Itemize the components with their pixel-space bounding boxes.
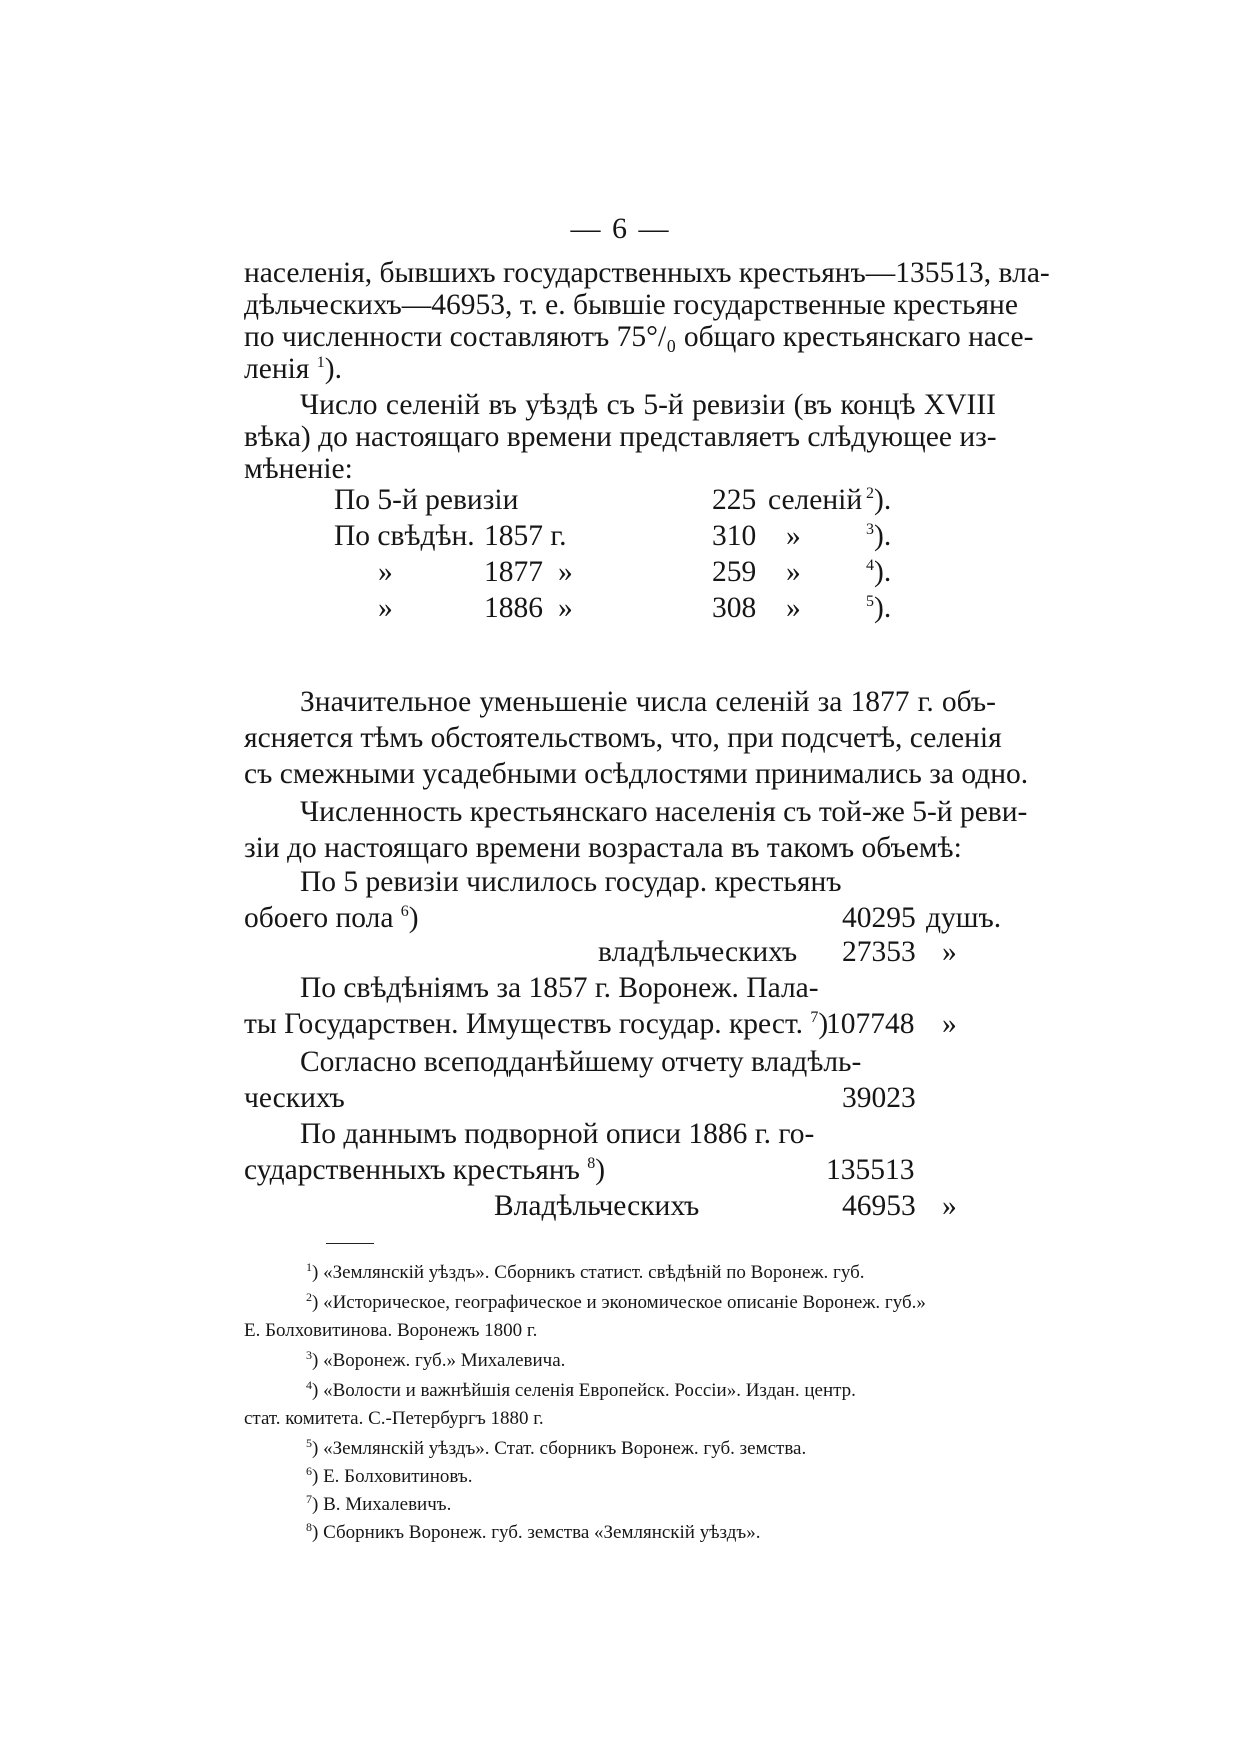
footnote-number: 6: [306, 1464, 312, 1478]
population-text-part: ты Государствен. Имуществъ государ. крест.: [244, 1008, 804, 1040]
row-year: 1886: [484, 592, 543, 624]
row-label: По свѣдѣн.: [334, 520, 475, 552]
population-unit: »: [942, 936, 957, 968]
row-label: По 5-й ревизіи: [334, 484, 519, 516]
footnote: [306, 1436, 806, 1462]
row-unit: селеній: [768, 484, 863, 516]
footnote-continuation: стат. комитета. С.-Петербургъ 1880 г.: [244, 1408, 544, 1429]
text-line: Значительное уменьшеніе числа селеній за 1877 г. объ-: [300, 686, 996, 718]
footnote: [306, 1260, 865, 1286]
footnote-number: 5: [306, 1436, 312, 1450]
row-footnote: [866, 592, 891, 625]
footnote-number: 8: [306, 1520, 312, 1534]
page-number: — 6 —: [570, 212, 671, 245]
population-text: Согласно всеподданѣйшему отчету владѣль-: [300, 1046, 862, 1078]
row-footnote: [866, 484, 891, 517]
footnote-ref: 3: [866, 521, 874, 538]
population-text: владѣльческихъ: [598, 936, 798, 968]
text-line: по численности составляютъ 75°/₀ общаго крестьянскаго насе-: [244, 321, 1034, 353]
row-close: ).: [874, 484, 892, 516]
population-text: [244, 1008, 828, 1041]
text-line: ясняется тѣмъ обстоятельствомъ, что, при подсчетѣ, селенія: [244, 722, 1002, 754]
footnote-number: 4: [306, 1378, 312, 1392]
footnote-text: ) Сборникъ Воронеж. губ. земства «Землянскій уѣздъ».: [312, 1522, 761, 1543]
row-ditto: »: [558, 556, 573, 588]
population-text-part: ): [408, 902, 419, 934]
footnote-text: ) «Воронеж. губ.» Михалевича.: [312, 1350, 566, 1371]
population-value: 107748: [826, 1008, 915, 1040]
row-close: ).: [874, 520, 892, 552]
row-label: »: [378, 592, 393, 624]
row-unit: »: [786, 592, 801, 624]
row-count: 225: [712, 484, 757, 516]
text-line-part: ленія: [244, 353, 310, 385]
footnote-text: ) В. Михалевичъ.: [312, 1494, 452, 1515]
footnote: [306, 1520, 760, 1546]
footnote-text: ) «Землянскій уѣздъ». Сборникъ статист. свѣдѣній по Воронеж. губ.: [312, 1262, 865, 1283]
footnote-number: 2: [306, 1290, 312, 1304]
row-close: ).: [874, 592, 892, 624]
footnote: [306, 1492, 451, 1518]
footnote-text: ) «Волости и важнѣйшія селенія Европейск. Россіи». Издан. центр.: [312, 1380, 856, 1401]
footnote-text: ) «Землянскій уѣздъ». Стат. сборникъ Воронеж. губ. земства.: [312, 1438, 807, 1459]
population-text: Владѣльческихъ: [494, 1190, 700, 1222]
text-line: дѣльческихъ—46953, т. е. бывшіе государственные крестьяне: [244, 289, 1018, 321]
text-line: мѣненіе:: [244, 453, 353, 485]
population-text: [244, 1154, 605, 1187]
footnote-ref: 5: [866, 593, 874, 610]
footnote-ref: 1: [316, 354, 325, 371]
footnote-continuation: Е. Болховитинова. Воронежъ 1800 г.: [244, 1320, 538, 1341]
population-value: 40295: [842, 902, 916, 934]
footnote-ref: 2: [866, 485, 874, 502]
row-label: »: [378, 556, 393, 588]
population-text: ческихъ: [244, 1082, 345, 1114]
row-year: 1857 г.: [484, 520, 567, 552]
text-line-part: ).: [324, 353, 342, 385]
text-line: вѣка) до настоящаго времени представляетъ слѣдующее из-: [244, 421, 997, 453]
footnote: [306, 1290, 926, 1316]
population-text-part: обоего пола: [244, 902, 394, 934]
population-text-part: ): [818, 1008, 829, 1040]
population-unit: »: [942, 1008, 957, 1040]
footnote-ref: 4: [866, 557, 874, 574]
footnote: [306, 1378, 856, 1404]
text-line: Число селеній въ уѣздѣ съ 5-й ревизіи (въ концѣ XVIII: [300, 389, 996, 421]
footnote-ref: 7: [810, 1009, 819, 1026]
text-line: населенія, бывшихъ государственныхъ крестьянъ—135513, вла-: [244, 257, 1050, 289]
population-text: По даннымъ подворной описи 1886 г. го-: [300, 1118, 815, 1150]
text-line: съ смежными усадебными осѣдлостями принимались за одно.: [244, 758, 1029, 790]
population-text-part: ): [595, 1154, 606, 1186]
footnote-number: 7: [306, 1492, 312, 1506]
population-text: [244, 902, 419, 935]
footnote-text: ) Е. Болховитиновъ.: [312, 1466, 473, 1487]
text-line: зіи до настоящаго времени возрастала въ такомъ объемѣ:: [244, 832, 962, 864]
row-unit: »: [786, 556, 801, 588]
row-unit: »: [786, 520, 801, 552]
row-year: 1877: [484, 556, 543, 588]
population-value: 39023: [842, 1082, 916, 1114]
population-value: 27353: [842, 936, 916, 968]
population-unit: »: [942, 1190, 957, 1222]
text-line: Численность крестьянскаго населенія съ той-же 5-й реви-: [300, 796, 1028, 828]
row-count: 310: [712, 520, 757, 552]
footnote-ref: 6: [400, 903, 409, 920]
row-ditto: »: [558, 592, 573, 624]
footnote-separator: [326, 1243, 374, 1244]
population-text: По свѣдѣніямъ за 1857 г. Воронеж. Пала-: [300, 972, 819, 1004]
population-value: 46953: [842, 1190, 916, 1222]
footnote-number: 1: [306, 1260, 312, 1274]
population-text: По 5 ревизіи числилось государ. крестьянъ: [300, 866, 842, 898]
row-footnote: [866, 520, 891, 553]
row-footnote: [866, 556, 891, 589]
footnote: [306, 1464, 472, 1490]
row-close: ).: [874, 556, 892, 588]
footnote: [306, 1348, 565, 1374]
footnote-number: 3: [306, 1348, 312, 1362]
footnote-ref: 8: [587, 1155, 596, 1172]
text-line: [244, 351, 996, 387]
population-value: 135513: [826, 1154, 915, 1186]
footnote-text: ) «Историческое, географическое и экономическое описаніе Воронеж. губ.»: [312, 1292, 926, 1313]
row-count: 308: [712, 592, 757, 624]
row-count: 259: [712, 556, 757, 588]
population-unit: душъ.: [926, 902, 1002, 934]
population-text-part: сударственныхъ крестьянъ: [244, 1154, 580, 1186]
